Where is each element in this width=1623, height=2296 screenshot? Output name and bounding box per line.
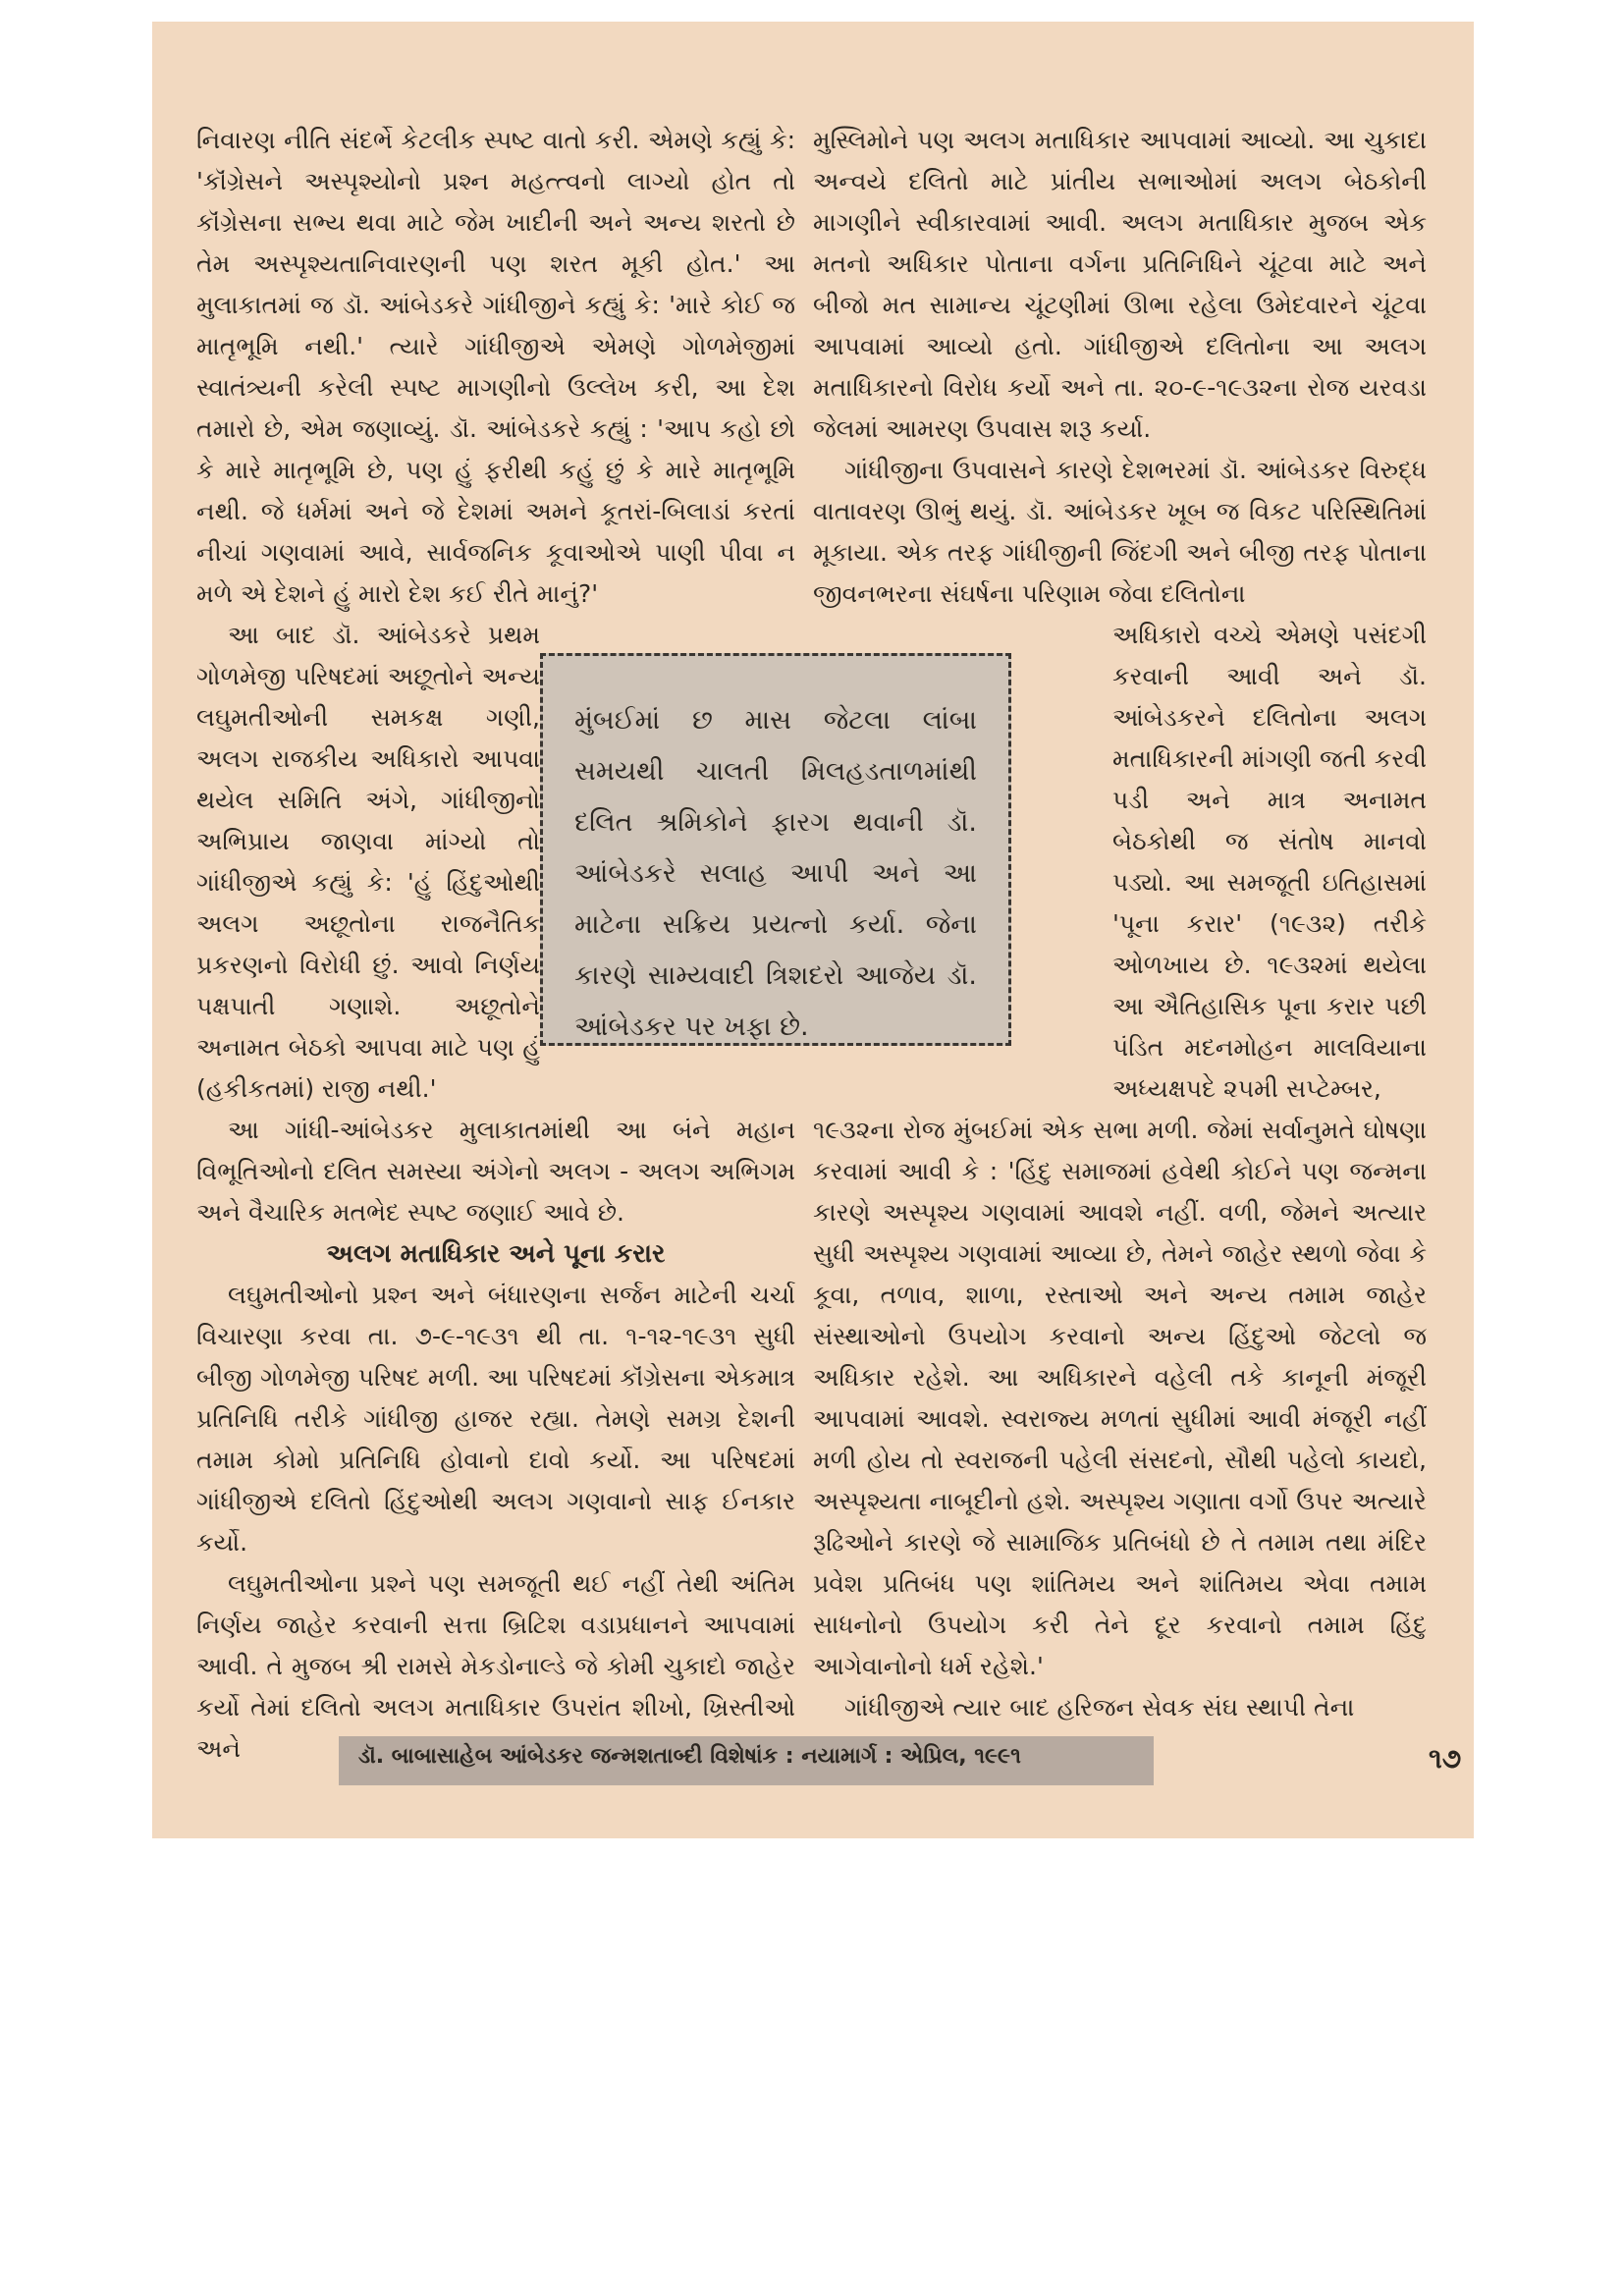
paragraph: આ બાદ ડૉ. આંબેડકરે પ્રથમ ગોળમેજી પરિષદમાં અછૂતોને અન્ય લઘુમતીઓની સમકક્ષ ગણી, અલગ રાજકીય અધિકારો આપવા થયેલ સમિતિ અંગે, ગાંધીજીનો અભિપ્રાય જાણવા માંગ્યો તો ગાંધીજીએ કહ્યું કે: 'હું હિંદુઓથી અલગ અછૂતોના રાજનૈતિક પ્રકરણનો વિરોધી છું. આવો નિર્ણય પક્ષપાતી ગણાશે. અછૂતોને અનામત બેઠકો આપવા માટે પણ હું (હકીકતમાં) રાજી નથી.' <box>196 621 540 1103</box>
paragraph: મુસ્લિમોને પણ અલગ મતાધિકાર આપવામાં આવ્યો. આ ચુકાદા અન્વયે દલિતો માટે પ્રાંતીય સભાઓમાં અલગ બેઠકોની માગણીને સ્વીકારવામાં આવી. અલગ મતાધિકાર મુજબ એક મતનો અધિકાર પોતાના વર્ગના પ્રતિનિધિને ચૂંટવા માટે અને બીજો મત સામાન્ય ચૂંટણીમાં ઊભા રહેલા ઉમેદવારને ચૂંટવા આપવામાં આવ્યો હતો. ગાંધીજીએ દલિતોના આ અલગ મતાધિકારનો વિરોધ કર્યો અને તા. ૨૦-૯-૧૯૩૨ના રોજ યરવડા જેલમાં આમરણ ઉપવાસ શરૂ કર્યા. <box>813 126 1427 443</box>
paragraph: લઘુમતીઓના પ્રશ્ને પણ સમજૂતી થઈ નહીં તેથી અંતિમ નિર્ણય જાહેર કરવાની સત્તા બ્રિટિશ વડાપ્રધાનને આપવામાં આવી. તે મુજબ શ્રી રામસે મેકડોનાલ્ડે જે કોમી ચુકાદો જાહેર કર્યો તેમાં દલિતો અલગ મતાધિકાર ઉપરાંત શીખો, ખ્રિસ્તીઓ અને <box>196 1569 795 1763</box>
footer-text: ડૉ. બાબાસાહેબ આંબેડકર જન્મશતાબ્દી વિશેષાંક : નયામાર્ગ : એપ્રિલ, ૧૯૯૧ <box>358 1744 1021 1769</box>
pull-quote-text: મુંબઈમાં છ માસ જેટલા લાંબા સમયથી ચાલતી મિલહડતાળમાંથી દલિત શ્રમિકોને ફારગ થવાની ડૉ. આંબેડકરે સલાહ આપી અને આ માટેના સક્રિય પ્રયત્નો કર્યા. જેના કારણે સામ્યવાદી ત્રિશદરો આજેય ડૉ. આંબેડકર પર ખફા છે. <box>574 705 977 1042</box>
paragraph: અધિકારો વચ્ચે એમણે પસંદગી કરવાની આવી અને ડૉ. આંબેડકરને દલિતોના અલગ મતાધિકારની માંગણી જતી કરવી પડી અને માત્ર અનામત બેઠકોથી જ સંતોષ માનવો પડ્યો. આ સમજૂતી ઇતિહાસમાં 'પૂના કરાર' (૧૯૩૨) તરીકે ઓળખાય છે. ૧૯૩૨માં થયેલા આ ઐતિહાસિક પૂના કરાર પછી પંડિત મદનમોહન માલવિયાના અધ્યક્ષપદે ૨૫મી સપ્ટેમ્બર, <box>1112 621 1427 1103</box>
magazine-page <box>152 22 1474 1838</box>
paragraph: ૧૯૩૨ના રોજ મુંબઈમાં એક સભા મળી. જેમાં સર્વાનુમતે ઘોષણા કરવામાં આવી કે : 'હિંદુ સમાજમાં હવેથી કોઈને પણ જન્મના કારણે અસ્પૃશ્ય ગણવામાં આવશે નહીં. વળી, જેમને અત્યાર સુધી અસ્પૃશ્ય ગણવામાં આવ્યા છે, તેમને જાહેર સ્થળો જેવા કે કૂવા, તળાવ, શાળા, રસ્તાઓ અને અન્ય તમામ જાહેર સંસ્થાઓનો ઉપયોગ કરવાનો અન્ય હિંદુઓ જેટલો જ અધિકાર રહેશે. આ અધિકારને વહેલી તકે કાનૂની મંજૂરી આપવામાં આવશે. સ્વરાજ્ય મળતાં સુધીમાં આવી મંજૂરી નહીં મળી હોય તો સ્વરાજની પહેલી સંસદનો, સૌથી પહેલો કાયદો, અસ્પૃશ્યતા નાબૂદીનો હશે. અસ્પૃશ્ય ગણાતા વર્ગો ઉપર અત્યારે રૂઢિઓને કારણે જે સામાજિક પ્રતિબંધો છે તે તમામ તથા મંદિર પ્રવેશ પ્રતિબંધ પણ શાંતિમય અને શાંતિમય એવા તમામ સાધનોનો ઉપયોગ કરી તેને દૂર કરવાનો તમામ હિંદુ આગેવાનોનો ધર્મ રહેશે.' <box>813 1116 1427 1680</box>
page-number: ૧૭ <box>1429 1742 1462 1775</box>
section-heading: અલગ મતાધિકાર અને પૂના કરાર <box>326 1239 666 1269</box>
paragraph: ગાંધીજીએ ત્યાર બાદ હરિજન સેવક સંઘ સ્થાપી તેના <box>844 1693 1355 1722</box>
paragraph: ગાંધીજીના ઉપવાસને કારણે દેશભરમાં ડૉ. આંબેડકર વિરુદ્ધ વાતાવરણ ઊભું થયું. ડૉ. આંબેડકર ખૂબ જ વિકટ પરિસ્થિતિમાં મૂકાયા. એક તરફ ગાંધીજીની જિંદગી અને બીજી તરફ પોતાના જીવનભરના સંઘર્ષના પરિણામ જેવા દલિતોના <box>813 456 1427 608</box>
paragraph: નિવારણ નીતિ સંદર્ભે કેટલીક સ્પષ્ટ વાતો કરી. એમણે કહ્યું કે: 'કૉંગ્રેસને અસ્પૃશ્યોનો પ્રશ્ન મહત્ત્વનો લાગ્યો હોત તો કૉંગ્રેસના સભ્ય થવા માટે જેમ ખાદીની અને અન્ય શરતો છે તેમ અસ્પૃશ્યતાનિવારણની પણ શરત મૂકી હોત.' આ મુલાકાતમાં જ ડૉ. આંબેડકરે ગાંધીજીને કહ્યું કે: 'મારે કોઈ જ માતૃભૂમિ નથી.' ત્યારે ગાંધીજીએ એમણે ગોળમેજીમાં સ્વાતંત્ર્યની કરેલી સ્પષ્ટ માગણીનો ઉલ્લેખ કરી, આ દેશ તમારો છે, એમ જણાવ્યું. ડૉ. આંબેડકરે કહ્યું : 'આપ કહો છો કે મારે માતૃભૂમિ છે, પણ હું ફરીથી કહું છું કે મારે માતૃભૂમિ નથી. જે ધર્મમાં અને જે દેશમાં અમને કૂતરાં-બિલાડાં કરતાં નીચાં ગણવામાં આવે, સાર્વજનિક કૂવાઓએ પાણી પીવા ન મળે એ દેશને હું મારો દેશ કઈ રીતે માનું?' <box>196 126 795 608</box>
paragraph: આ ગાંધી-આંબેડકર મુલાકાતમાંથી આ બંને મહાન વિભૂતિઓનો દલિત સમસ્યા અંગેનો અલગ - અલગ અભિગમ અને વૈચારિક મતભેદ સ્પષ્ટ જણાઈ આવે છે. <box>196 1116 795 1227</box>
pull-quote-box <box>540 653 1011 1046</box>
paragraph: લઘુમતીઓનો પ્રશ્ન અને બંધારણના સર્જન માટેની ચર્ચા વિચારણા કરવા તા. ૭-૯-૧૯૩૧ થી તા. ૧-૧૨-૧૯૩૧ સુધી બીજી ગોળમેજી પરિષદ મળી. આ પરિષદમાં કૉંગ્રેસના એકમાત્ર પ્રતિનિધિ તરીકે ગાંધીજી હાજર રહ્યા. તેમણે સમગ્ર દેશની તમામ કોમો પ્રતિનિધિ હોવાનો દાવો કર્યો. આ પરિષદમાં ગાંધીજીએ દલિતો હિંદુઓથી અલગ ગણવાનો સાફ ઈનકાર કર્યો. <box>196 1281 795 1557</box>
footer-banner <box>339 1736 1154 1785</box>
